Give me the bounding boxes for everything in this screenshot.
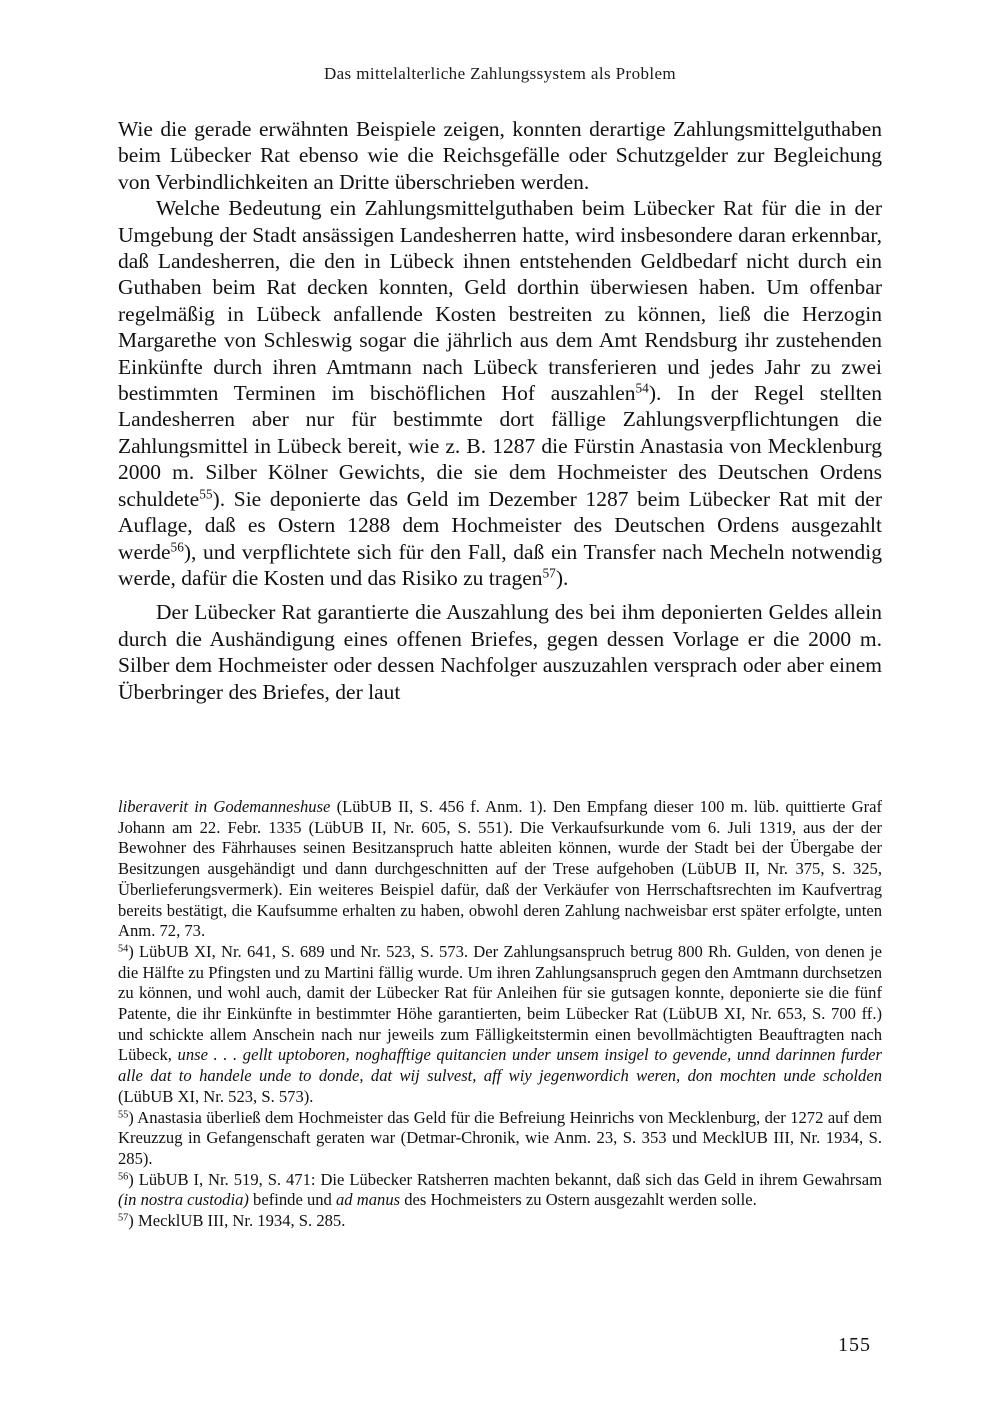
footnote-56-number: 56 xyxy=(118,1171,129,1182)
footnote-54-quote: unse . . . gellt uptoboren, noghafftige quitancien under unsem insigel to gevende, unnd darinnen furder alle dat to handele unde to donde, dat wij sulvest, aff wiy jegenwordich weren, don mochten unde scholden xyxy=(118,1045,882,1086)
paragraph-2-text-c: ). Sie deponierte das Geld im Dezember 1287 beim Lübecker Rat mit der Auflage, daß es Ostern 1288 dem Hochmeister des Deutschen Ordens ausgezahlt werde xyxy=(118,486,882,564)
footnote-54 xyxy=(118,942,882,1108)
footnote-56-italic-a: (in nostra custodia) xyxy=(118,1190,249,1210)
footnote-56-text-c: des Hochmeisters zu Ostern ausgezahlt werden solle. xyxy=(400,1190,757,1210)
footnote-ref-57: 57 xyxy=(542,565,556,581)
footnote-continuation-text: (LübUB II, S. 456 f. Anm. 1). Den Empfang dieser 100 m. lüb. quittierte Graf Johann am 22. Febr. 1335 (LübUB II, Nr. 605, S. 551). Die Verkaufsurkunde vom 6. Juli 1319, aus der der Bewohner des Fährhauses seinen Besitzanspruch hatte ableiten können, wurde der Stadt bei der Übergabe der Besitzungen ausgehändigt und dann durchgeschnitten auf der Trese aufgehoben (LübUB II, Nr. 375, S. 325, Überlieferungsvermerk). Ein weiteres Beispiel dafür, daß der Verkäufer von Herrschaftsrechten im Kaufvertrag bereits bestätigt, die Kaufsumme erhalten zu haben, obwohl deren Zahlung nachweisbar erst später erfolgte, unten Anm. 72, 73. xyxy=(118,797,882,941)
paragraph-2-text-a: Welche Bedeutung ein Zahlungsmittelguthaben beim Lübecker Rat für die in der Umgebung der Stadt ansässigen Landesherren hatte, wird insbesondere daran erkennbar, daß Landesherren, die den in Lübeck ihnen entstehenden Geldbedarf nicht durch ein Guthaben beim Rat decken konnten, Geld dorthin überwiesen haben. Um offenbar regelmäßig in Lübeck anfallende Kosten bestreiten zu können, ließ die Herzogin Margarethe von Schleswig sogar die jährlich aus dem Amt Rendsburg ihr zustehenden Einkünfte durch ihren Amtmann nach Lübeck transferieren und jedes Jahr zu zwei bestimmten Terminen im bischöflichen Hof auszahlen xyxy=(118,196,882,406)
footnote-55 xyxy=(118,1108,882,1170)
footnote-57 xyxy=(118,1211,882,1232)
footnote-56-text-b: befinde und xyxy=(248,1190,336,1210)
footnote-56-text-a: ) LübUB I, Nr. 519, S. 471: Die Lübecker Ratsherren machten bekannt, daß sich das Geld in ihrem Gewahrsam xyxy=(128,1169,882,1189)
paragraph-2-text-e: ). xyxy=(555,565,569,590)
footnote-continuation-italic: liberaverit in Godemanneshuse xyxy=(118,797,331,816)
footnote-57-number: 57 xyxy=(118,1212,129,1224)
page-number: 155 xyxy=(838,1334,871,1356)
footnote-56-italic-b: ad manus xyxy=(336,1190,401,1210)
paragraph-2-text-d: ), und verpflichtete sich für den Fall, daß ein Transfer nach Mecheln notwendig werde, dafür die Kosten und das Risiko zu tragen xyxy=(118,539,882,590)
footnotes xyxy=(118,797,882,1232)
footnote-57-text: ) MecklUB III, Nr. 1934, S. 285. xyxy=(128,1211,346,1231)
footnote-ref-56: 56 xyxy=(170,539,184,555)
running-head: Das mittelalterliche Zahlungssystem als Problem xyxy=(323,64,677,83)
footnote-56 xyxy=(118,1170,882,1211)
footnote-55-text: ) Anastasia überließ dem Hochmeister das Geld für die Befreiung Heinrichs von Mecklenburg, der 1272 auf dem Kreuzzug in Gefangenschaft geraten war (Detmar-Chronik, wie Anm. 23, S. 353 und MecklUB III, Nr. 1934, S. 285). xyxy=(118,1107,882,1168)
footnote-54-text-b: (LübUB XI, Nr. 523, S. 573). xyxy=(118,1086,314,1106)
paragraph-2-text-b: ). In der Regel stellten Landesherren aber nur für bestimmte dort fällige Zahlungsverpflichtungen die Zahlungsmittel in Lübeck bereit, wie z. B. 1287 die Fürstin Anastasia von Mecklenburg 2000 m. Silber Kölner Gewichts, die sie dem Hochmeister des Deutschen Ordens schuldete xyxy=(118,381,882,511)
paragraph-3: Der Lübecker Rat garantierte die Auszahlung des bei ihm deponierten Geldes allein durch die Aushändigung eines offenen Briefes, gegen dessen Vorlage er die 2000 m. Silber dem Hochmeister oder dessen Nachfolger auszuzahlen versprach oder aber einem Überbringer des Briefes, der laut xyxy=(118,600,882,704)
footnote-ref-55: 55 xyxy=(199,486,213,502)
footnote-ref-54: 54 xyxy=(635,380,649,396)
paragraph-2 xyxy=(118,195,882,591)
main-text xyxy=(118,116,882,705)
paragraph-1: Wie die gerade erwähnten Beispiele zeigen, konnten derartige Zahlungsmittelguthaben beim Lübecker Rat ebenso wie die Reichsgefälle oder Schutzgelder zur Begleichung von Verbindlichkeiten an Dritte überschrieben werden. xyxy=(118,117,882,194)
footnote-54-number: 54 xyxy=(118,943,129,955)
footnote-continuation xyxy=(118,797,882,942)
footnote-54-text-a: ) LübUB XI, Nr. 641, S. 689 und Nr. 523, S. 573. Der Zahlungsanspruch betrug 800 Rh. Gulden, von denen je die Hälfte zu Pfingsten und zu Martini fällig wurde. Um ihren Zahlungsanspruch gegen den Amtmann durchsetzen zu können, und wohl auch, damit der Lübecker Rat für Anleihen für sie gutsagen konnte, deponierte sie die fünf Patente, die ihr Einkünfte in bestimmter Höhe garantierten, beim Lübecker Rat (LübUB XI, Nr. 653, S. 700 ff.) und schickte allem Anschein nach nur jeweils zum Fälligkeitstermin einen bevollmächtigten Beauftragten nach Lübeck, xyxy=(118,941,882,1065)
footnote-55-number: 55 xyxy=(118,1108,129,1120)
